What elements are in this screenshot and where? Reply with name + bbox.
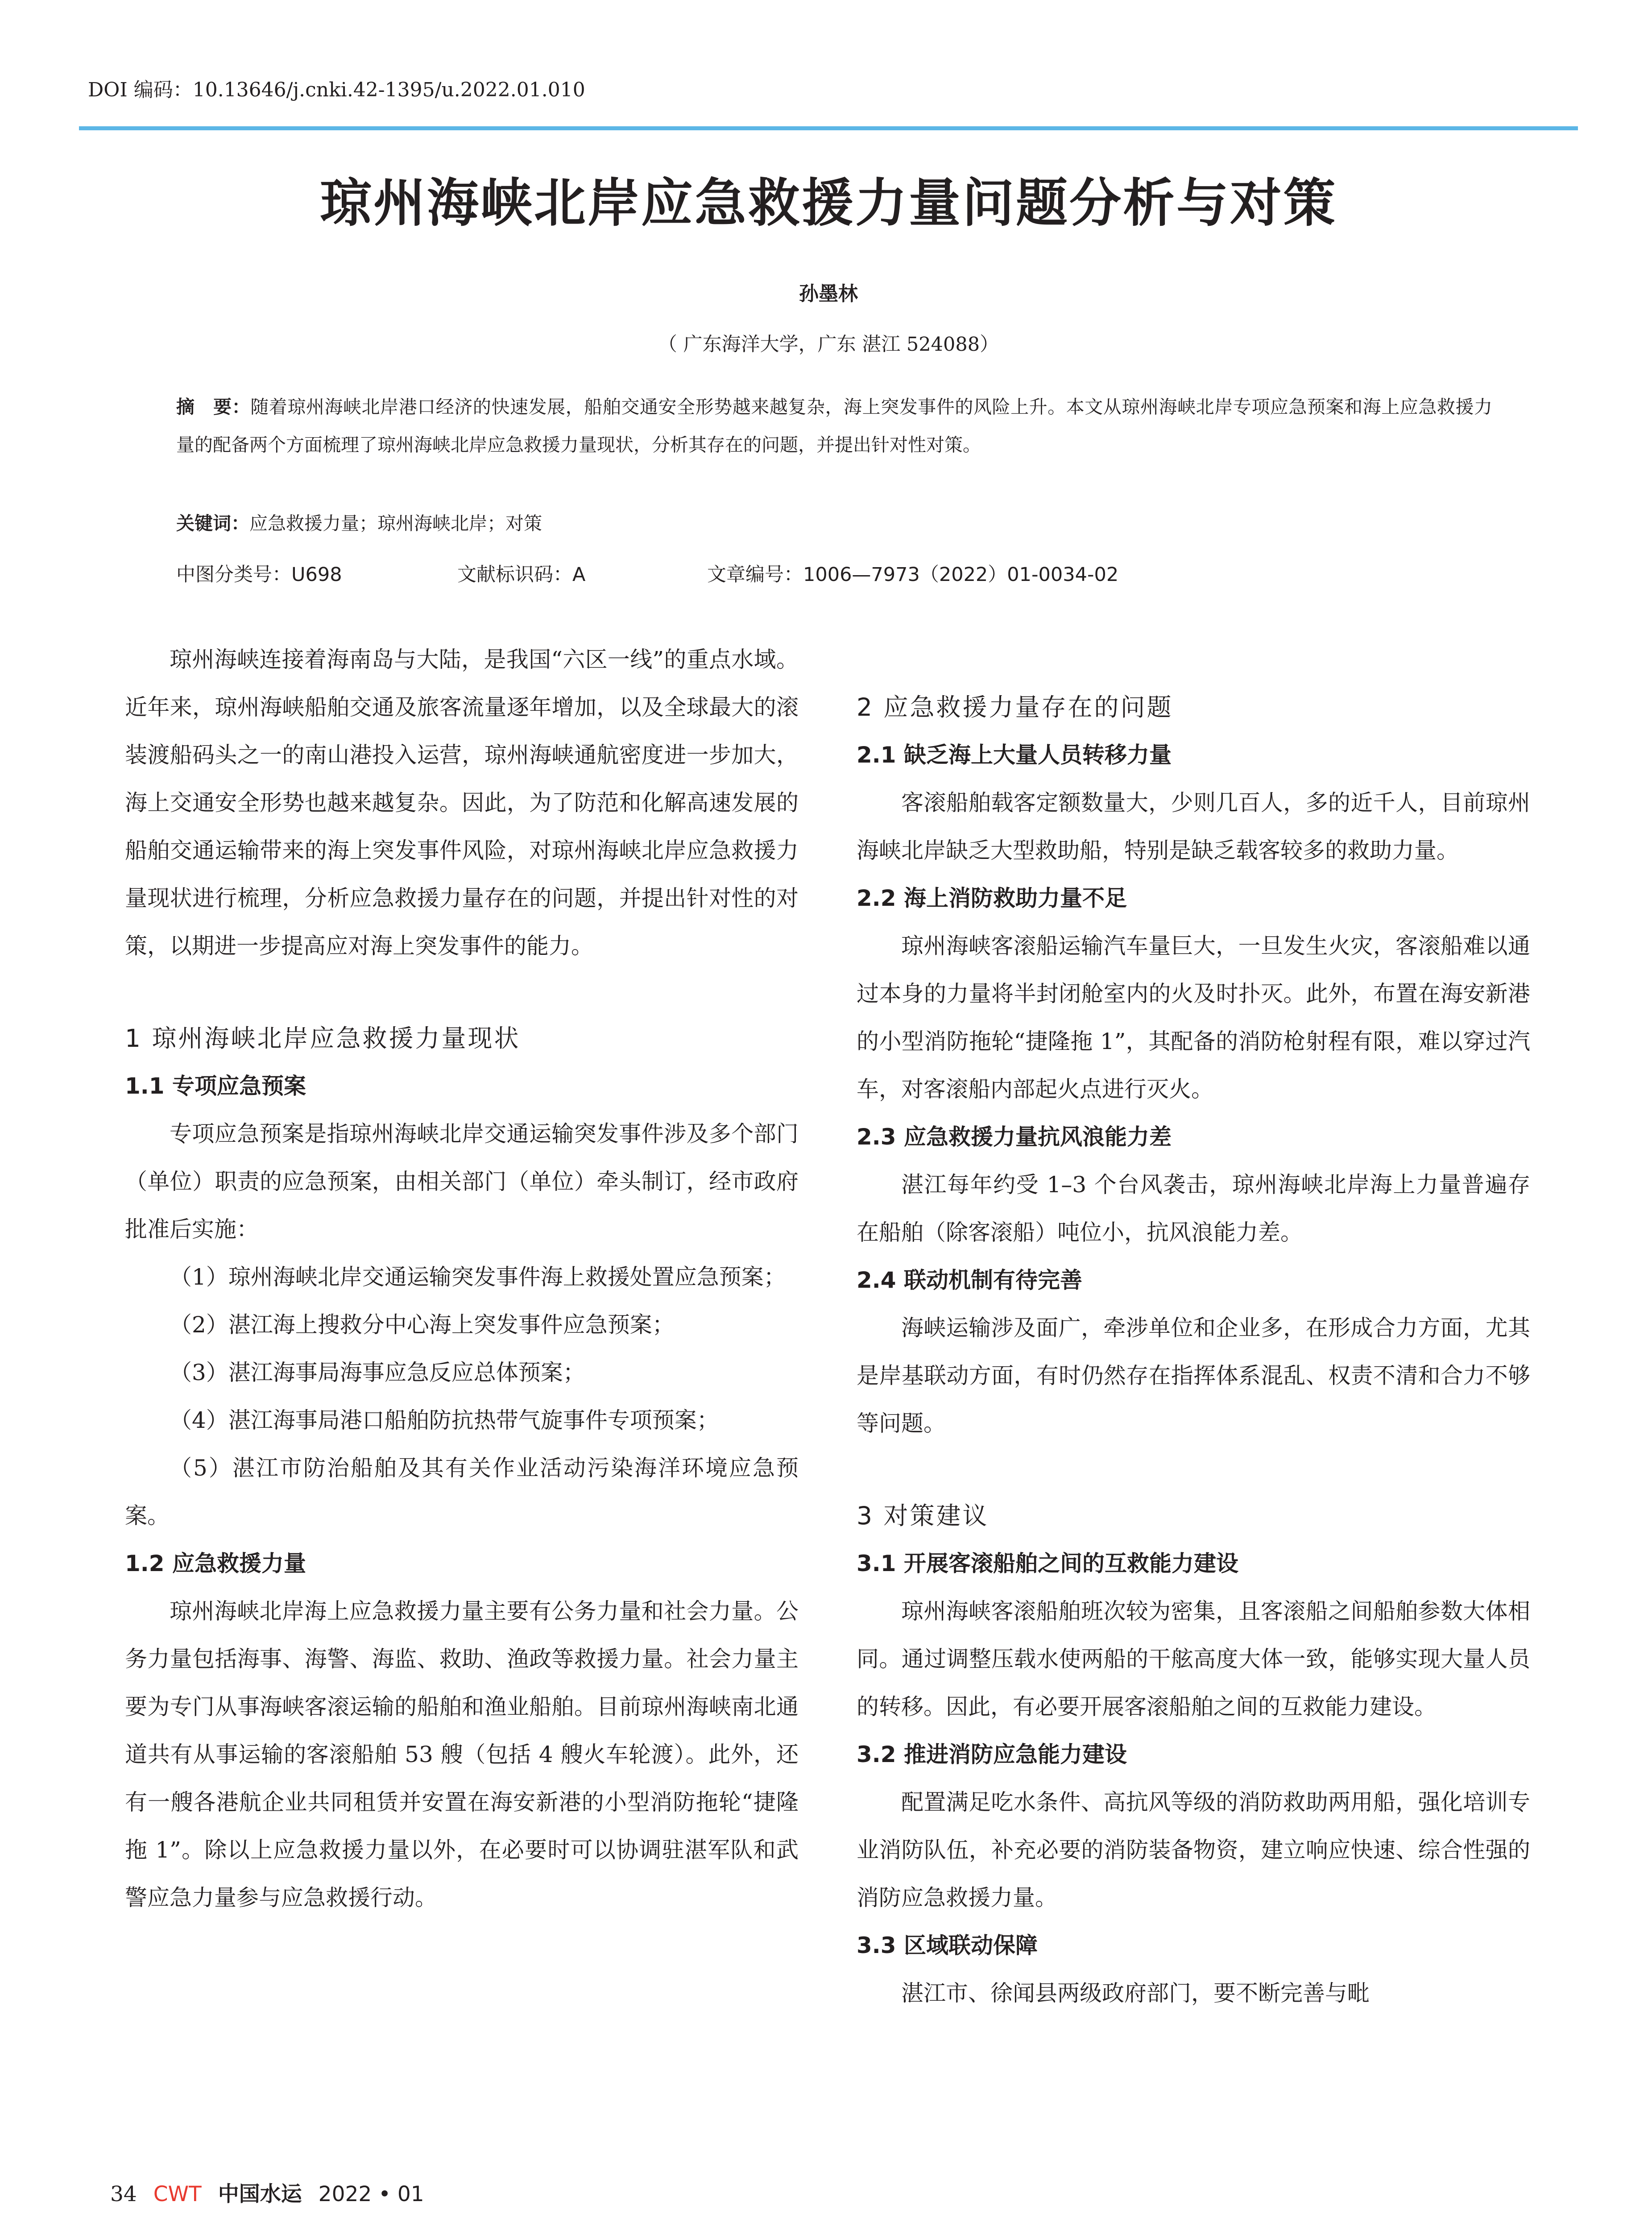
abstract bbox=[176, 388, 1492, 464]
section-1-1-heading: 1.1 专项应急预案 bbox=[125, 1073, 306, 1099]
section-2-2-heading: 2.2 海上消防救助力量不足 bbox=[857, 885, 1127, 911]
author-affiliation: （ 广东海洋大学，广东 湛江 524088） bbox=[658, 333, 999, 356]
magazine-name: 中国水运 bbox=[218, 2182, 302, 2206]
section-2-4-text: 海峡运输涉及面广，牵涉单位和企业多，在形成合力方面，尤其是岸基联动方面，有时仍然存在指挥体系混乱、权责不清和合力不够等问题。 bbox=[857, 1315, 1530, 1436]
section-2-3-text: 湛江每年约受 1–3 个台风袭击，琼州海峡北岸海上力量普遍存在船舶（除客滚船）吨位小，抗风浪能力差。 bbox=[857, 1172, 1530, 1245]
header-rule bbox=[79, 126, 1578, 130]
plan-item-1: （1）琼州海峡北岸交通运输突发事件海上救援处置应急预案； bbox=[170, 1264, 786, 1290]
section-2-2-text: 琼州海峡客滚船运输汽车量巨大，一旦发生火灾，客滚船难以通过本身的力量将半封闭舱室内的火及时扑灭。此外，布置在海安新港的小型消防拖轮“捷隆拖 1”，其配备的消防枪射程有限，难以穿过汽车，对客滚船内部起火点进行灭火。 bbox=[857, 933, 1530, 1102]
section-3-heading: 3 对策建议 bbox=[857, 1501, 989, 1530]
section-2-1-heading: 2.1 缺乏海上大量人员转移力量 bbox=[857, 742, 1172, 768]
abstract-text: 随着琼州海峡北岸港口经济的快速发展，船舶交通安全形势越来越复杂，海上突发事件的风险上升。本文从琼州海峡北岸专项应急预案和海上应急救援力量的配备两个方面梳理了琼州海峡北岸应急救援力量现状，分析其存在的问题，并提出针对性对策。 bbox=[176, 396, 1492, 456]
section-1-2-text: 琼州海峡北岸海上应急救援力量主要有公务力量和社会力量。公务力量包括海事、海警、海监、救助、渔政等救援力量。社会力量主要为专门从事海峡客滚运输的船舶和渔业船舶。目前琼州海峡南北通道共有从事运输的客滚船舶 53 艘（包括 4 艘火车轮渡）。此外，还有一艘各港航企业共同租赁并安置在海安新港的小型消防拖轮“捷隆拖 1”。除以上应急救援力量以外，在必要时可以协调驻湛军队和武警应急力量参与应急救援行动。 bbox=[125, 1598, 799, 1911]
section-3-3-heading: 3.3 区域联动保障 bbox=[857, 1932, 1038, 1958]
clc-number: 中图分类号：U698 bbox=[176, 564, 342, 586]
left-column bbox=[125, 636, 799, 1922]
page-number: 34 bbox=[110, 2182, 137, 2206]
issue-number: 2022 • 01 bbox=[318, 2182, 424, 2206]
keywords-label: 关键词： bbox=[176, 513, 249, 534]
abstract-label: 摘 要： bbox=[176, 396, 251, 418]
doi-line: DOI 编码：10.13646/j.cnki.42-1395/u.2022.01.010 bbox=[88, 79, 585, 101]
section-3-1-heading: 3.1 开展客滚船舶之间的互救能力建设 bbox=[857, 1551, 1238, 1576]
intro-paragraph: 琼州海峡连接着海南岛与大陆，是我国“六区一线”的重点水域。近年来，琼州海峡船舶交通及旅客流量逐年增加，以及全球最大的滚装渡船码头之一的南山港投入运营，琼州海峡通航密度进一步加大，海上交通安全形势也越来越复杂。因此，为了防范和化解高速发展的船舶交通运输带来的海上突发事件风险，对琼州海峡北岸应急救援力量现状进行梳理，分析应急救援力量存在的问题，并提出针对性的对策，以期进一步提高应对海上突发事件的能力。 bbox=[125, 647, 799, 959]
keywords bbox=[176, 510, 1492, 537]
section-1-1-text: 专项应急预案是指琼州海峡北岸交通运输突发事件涉及多个部门（单位）职责的应急预案，由相关部门（单位）牵头制订，经市政府批准后实施： bbox=[125, 1121, 799, 1242]
article-number: 文章编号：1006—7973（2022）01-0034-02 bbox=[707, 564, 1119, 586]
document-code: 文献标识码：A bbox=[457, 564, 586, 586]
section-3-3-text: 湛江市、徐闻县两级政府部门，要不断完善与毗 bbox=[901, 1980, 1370, 2006]
section-3-2-heading: 3.2 推进消防应急能力建设 bbox=[857, 1742, 1127, 1767]
plan-item-5: （5）湛江市防治船舶及其有关作业活动污染海洋环境应急预案。 bbox=[125, 1455, 799, 1529]
right-column bbox=[857, 636, 1530, 2017]
section-2-4-heading: 2.4 联动机制有待完善 bbox=[857, 1267, 1082, 1293]
section-1-heading: 1 琼州海峡北岸应急救援力量现状 bbox=[125, 1024, 521, 1053]
brand-logo: CWT bbox=[153, 2182, 202, 2206]
section-2-1-text: 客滚船舶载客定额数量大，少则几百人，多的近千人，目前琼州海峡北岸缺乏大型救助船，特别是缺乏载客较多的救助力量。 bbox=[857, 790, 1530, 863]
section-1-2-heading: 1.2 应急救援力量 bbox=[125, 1551, 306, 1576]
keywords-text: 应急救援力量；琼州海峡北岸；对策 bbox=[249, 513, 542, 534]
article-title: 琼州海峡北岸应急救援力量问题分析与对策 bbox=[320, 173, 1337, 233]
plan-item-4: （4）湛江海事局港口船舶防抗热带气旋事件专项预案； bbox=[170, 1407, 719, 1433]
plan-item-2: （2）湛江海上搜救分中心海上突发事件应急预案； bbox=[170, 1312, 675, 1338]
author-name: 孙墨林 bbox=[799, 282, 858, 305]
section-3-2-text: 配置满足吃水条件、高抗风等级的消防救助两用船，强化培训专业消防队伍，补充必要的消防装备物资，建立响应快速、综合性强的消防应急救援力量。 bbox=[857, 1789, 1530, 1911]
plan-item-3: （3）湛江海事局海事应急反应总体预案； bbox=[170, 1360, 585, 1385]
section-2-heading: 2 应急救援力量存在的问题 bbox=[857, 693, 1173, 722]
page-footer bbox=[110, 2177, 434, 2209]
section-3-1-text: 琼州海峡客滚船舶班次较为密集，且客滚船之间船舶参数大体相同。通过调整压载水使两船的干舷高度大体一致，能够实现大量人员的转移。因此，有必要开展客滚船舶之间的互救能力建设。 bbox=[857, 1598, 1530, 1720]
section-2-3-heading: 2.3 应急救援力量抗风浪能力差 bbox=[857, 1124, 1172, 1150]
